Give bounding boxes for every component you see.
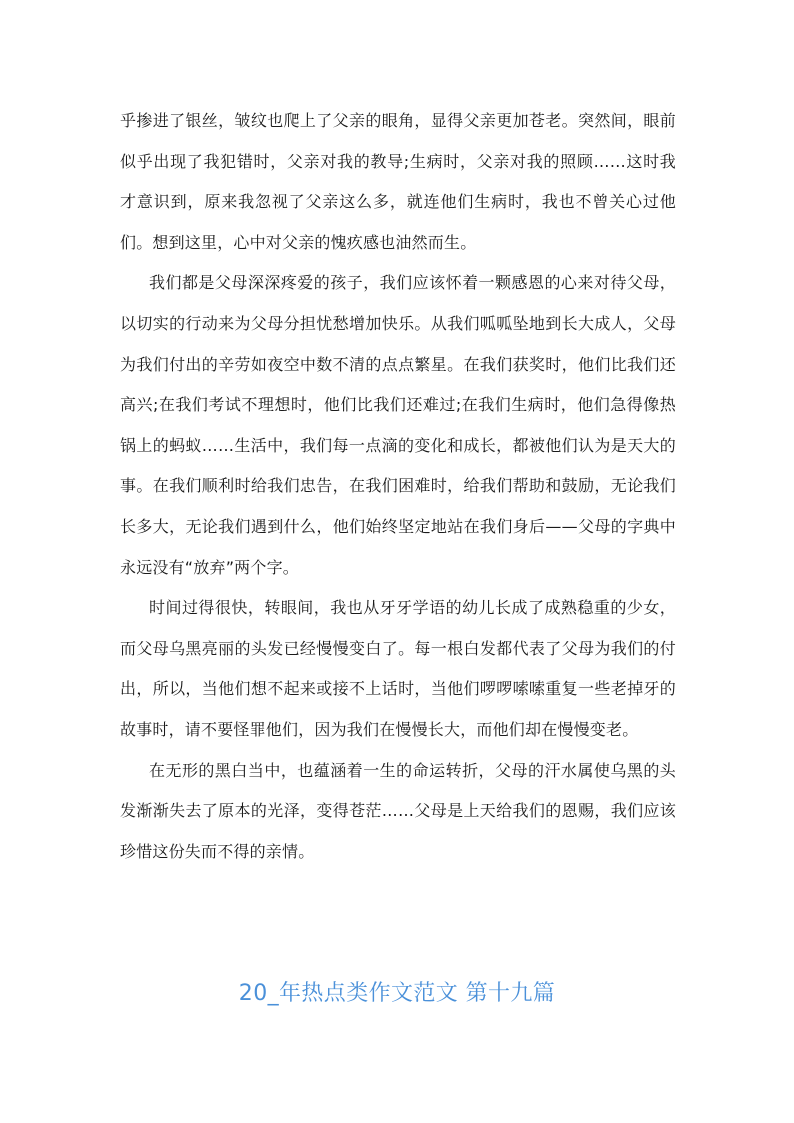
essay-body — [120, 101, 676, 872]
paragraph-1: 乎掺进了银丝，皱纹也爬上了父亲的眼角，显得父亲更加苍老。突然间，眼前似乎出现了我犯错时，父亲对我的教导;生病时，父亲对我的照顾……这时我才意识到，原来我忽视了父亲这么多，就连他们生病时，我也不曾关心过他们。想到这里，心中对父亲的愧疚感也油然而生。 — [120, 111, 676, 252]
paragraph-2: 我们都是父母深深疼爱的孩子，我们应该怀着一颗感恩的心来对待父母，以切实的行动来为父母分担忧愁增加快乐。从我们呱呱坠地到长大成人，父母为我们付出的辛劳如夜空中数不清的点点繁星。在我们获奖时，他们比我们还高兴;在我们考试不理想时，他们比我们还难过;在我们生病时，他们急得像热锅上的蚂蚁……生活中，我们每一点滴的变化和成长，都被他们认为是天大的事。在我们顺利时给我们忠告，在我们困难时，给我们帮助和鼓励，无论我们长多大，无论我们遇到什么，他们始终坚定地站在我们身后——父母的字典中永远没有“放弃”两个字。 — [120, 273, 676, 577]
section-heading: 20_年热点类作文范文 第十九篇 — [238, 981, 556, 1006]
paragraph-3: 时间过得很快，转眼间，我也从牙牙学语的幼儿长成了成熟稳重的少女，而父母乌黑亮丽的头发已经慢慢变白了。每一根白发都代表了父母为我们的付出，所以，当他们想不起来或接不上话时，当他们啰啰嗦嗦重复一些老掉牙的故事时，请不要怪罪他们，因为我们在慢慢长大，而他们却在慢慢变老。 — [120, 598, 676, 739]
paragraph-4: 在无形的黑白当中，也蕴涵着一生的命运转折，父母的汗水属使乌黑的头发渐渐失去了原本的光泽，变得苍茫……父母是上天给我们的恩赐，我们应该珍惜这份失而不得的亲情。 — [120, 760, 676, 861]
